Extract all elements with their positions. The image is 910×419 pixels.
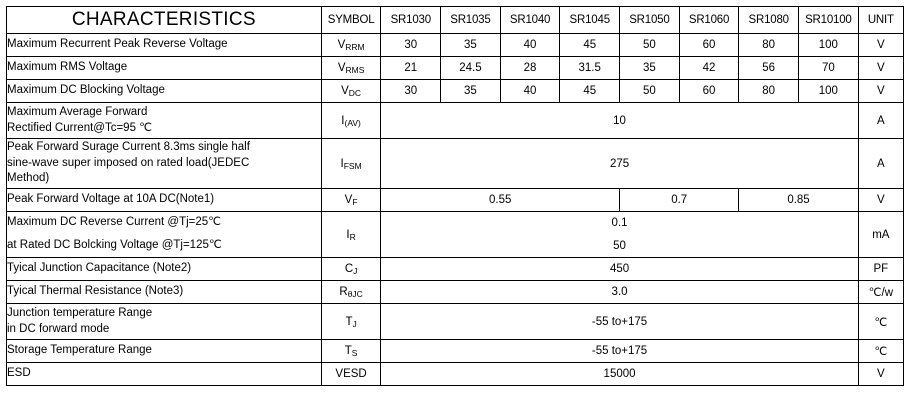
table-row bbox=[7, 212, 904, 235]
symbol-subscript: RRM bbox=[345, 42, 365, 52]
row-unit: V bbox=[858, 80, 903, 103]
row-symbol bbox=[321, 57, 381, 80]
row-value: 80 bbox=[739, 80, 799, 103]
row-unit: V bbox=[858, 189, 903, 212]
table-header-row bbox=[7, 7, 904, 34]
row-value: 24.5 bbox=[441, 57, 501, 80]
row-unit: ℃ bbox=[858, 304, 903, 340]
row-unit: A bbox=[858, 103, 903, 139]
column-header-part-sr1035: SR1035 bbox=[441, 7, 501, 34]
row-value: 40 bbox=[500, 34, 560, 57]
table-row bbox=[7, 340, 904, 363]
row-value: 50 bbox=[620, 80, 680, 103]
symbol-subscript: J bbox=[352, 318, 357, 329]
row-symbol bbox=[321, 34, 381, 57]
symbol-subscript: θJC bbox=[347, 289, 363, 299]
row-characteristic: Peak Forward Voltage at 10A DC(Note1) bbox=[7, 189, 322, 212]
row-characteristic: Tyical Thermal Resistance (Note3) bbox=[7, 281, 322, 304]
symbol-subscript: S bbox=[351, 348, 358, 358]
symbol-main: I bbox=[341, 114, 345, 127]
table-row bbox=[7, 304, 904, 340]
row-characteristic: Maximum RMS Voltage bbox=[7, 57, 322, 80]
table-row bbox=[7, 189, 904, 212]
row-value: 56 bbox=[739, 57, 799, 80]
row-symbol bbox=[321, 281, 381, 304]
symbol-subscript: F bbox=[352, 197, 358, 207]
symbol-main: T bbox=[345, 315, 353, 328]
row-symbol bbox=[321, 258, 381, 281]
row-symbol bbox=[321, 212, 381, 258]
characteristic-line: sine-wave super imposed on rated load(JEDEC bbox=[7, 156, 250, 169]
symbol-main: C bbox=[344, 263, 354, 275]
row-value-merged: 450 bbox=[381, 258, 858, 281]
row-symbol bbox=[321, 103, 381, 139]
row-symbol bbox=[321, 340, 381, 363]
row-value: 80 bbox=[739, 34, 799, 57]
row-symbol bbox=[321, 189, 381, 212]
row-value: 35 bbox=[441, 80, 501, 103]
row-value-group: 0.55 bbox=[381, 189, 620, 212]
column-header-part-sr1030: SR1030 bbox=[381, 7, 441, 34]
specifications-table bbox=[6, 6, 904, 386]
row-unit: ℃ bbox=[858, 340, 903, 363]
characteristic-line: Rectified Current@Tc=95 ℃ bbox=[7, 121, 153, 134]
column-header-unit: UNIT bbox=[858, 7, 903, 34]
row-characteristic: Maximum DC Blocking Voltage bbox=[7, 80, 322, 103]
symbol-main: I bbox=[346, 228, 350, 241]
row-value: 28 bbox=[500, 57, 560, 80]
row-characteristic bbox=[7, 304, 322, 340]
row-value: 35 bbox=[620, 57, 680, 80]
row-unit: ℃/w bbox=[858, 281, 903, 304]
row-characteristic: at Rated DC Bolcking Voltage @Tj=125℃ bbox=[7, 235, 322, 258]
row-unit: A bbox=[858, 139, 903, 189]
symbol-subscript: DC bbox=[348, 88, 362, 98]
row-value: 21 bbox=[381, 57, 441, 80]
row-value-merged: -55 to+175 bbox=[381, 304, 858, 340]
table-row bbox=[7, 80, 904, 103]
table-row bbox=[7, 57, 904, 80]
row-unit: V bbox=[858, 363, 903, 386]
symbol-subscript: RMS bbox=[345, 65, 365, 75]
table-row bbox=[7, 281, 904, 304]
characteristic-line: Method) bbox=[7, 172, 50, 185]
row-characteristic: Maximum DC Reverse Current @Tj=25℃ bbox=[7, 212, 322, 235]
symbol-subscript: J bbox=[353, 266, 358, 276]
row-characteristic bbox=[7, 139, 322, 189]
row-value: 45 bbox=[560, 34, 620, 57]
row-value: 70 bbox=[799, 57, 859, 80]
row-symbol bbox=[321, 304, 381, 340]
row-unit: mA bbox=[858, 212, 903, 258]
row-value-merged: 3.0 bbox=[381, 281, 858, 304]
symbol-main: V bbox=[341, 85, 349, 97]
row-unit: PF bbox=[858, 258, 903, 281]
symbol-main: V bbox=[344, 194, 353, 206]
row-symbol bbox=[321, 139, 381, 189]
characteristic-line: in DC forward mode bbox=[7, 322, 110, 335]
row-unit: V bbox=[858, 34, 903, 57]
characteristic-line: Junction temperature Range bbox=[7, 306, 153, 319]
row-value-merged: 0.1 bbox=[381, 212, 858, 235]
row-value: 60 bbox=[679, 34, 739, 57]
row-value: 42 bbox=[679, 57, 739, 80]
symbol-subscript: FSM bbox=[343, 160, 362, 171]
row-value-group: 0.7 bbox=[620, 189, 739, 212]
row-characteristic: Tyical Junction Capacitance (Note2) bbox=[7, 258, 322, 281]
row-value: 100 bbox=[799, 80, 859, 103]
row-value: 50 bbox=[620, 34, 680, 57]
row-value: 40 bbox=[500, 80, 560, 103]
characteristic-line: Maximum Average Forward bbox=[7, 105, 148, 118]
characteristic-line: Peak Forward Surage Current 8.3ms single half bbox=[7, 141, 250, 154]
column-header-symbol: SYMBOL bbox=[321, 7, 381, 34]
column-header-part-sr1080: SR1080 bbox=[739, 7, 799, 34]
table-row bbox=[7, 363, 904, 386]
row-symbol bbox=[321, 80, 381, 103]
row-value-merged: 50 bbox=[381, 235, 858, 258]
row-value: 30 bbox=[381, 80, 441, 103]
column-header-characteristics: CHARACTERISTICS bbox=[7, 7, 322, 34]
symbol-main: R bbox=[339, 286, 348, 298]
symbol-subscript: R bbox=[349, 231, 356, 242]
symbol-main: V bbox=[337, 39, 346, 51]
symbol-main: T bbox=[344, 345, 352, 357]
row-characteristic: Maximum Recurrent Peak Reverse Voltage bbox=[7, 34, 322, 57]
column-header-part-sr10100: SR10100 bbox=[799, 7, 859, 34]
symbol-main: V bbox=[337, 62, 346, 74]
column-header-part-sr1060: SR1060 bbox=[679, 7, 739, 34]
row-value: 35 bbox=[441, 34, 501, 57]
row-value: 30 bbox=[381, 34, 441, 57]
row-value: 45 bbox=[560, 80, 620, 103]
row-value: 60 bbox=[679, 80, 739, 103]
row-value: 31.5 bbox=[560, 57, 620, 80]
table-row bbox=[7, 139, 904, 189]
row-value: 100 bbox=[799, 34, 859, 57]
row-value-merged: 10 bbox=[381, 103, 858, 139]
symbol-subscript: (AV) bbox=[344, 117, 361, 128]
column-header-part-sr1040: SR1040 bbox=[500, 7, 560, 34]
column-header-part-sr1045: SR1045 bbox=[560, 7, 620, 34]
symbol-main: I bbox=[340, 157, 344, 170]
row-value-merged: 15000 bbox=[381, 363, 858, 386]
row-characteristic: Storage Temperature Range bbox=[7, 340, 322, 363]
row-unit: V bbox=[858, 57, 903, 80]
table-row bbox=[7, 258, 904, 281]
row-value-group: 0.85 bbox=[739, 189, 858, 212]
row-symbol: VESD bbox=[321, 363, 381, 386]
table-row bbox=[7, 103, 904, 139]
table-row bbox=[7, 34, 904, 57]
row-value-merged: -55 to+175 bbox=[381, 340, 858, 363]
column-header-part-sr1050: SR1050 bbox=[620, 7, 680, 34]
row-characteristic bbox=[7, 103, 322, 139]
row-characteristic: ESD bbox=[7, 363, 322, 386]
table-row bbox=[7, 235, 904, 258]
row-value-merged: 275 bbox=[381, 139, 858, 189]
